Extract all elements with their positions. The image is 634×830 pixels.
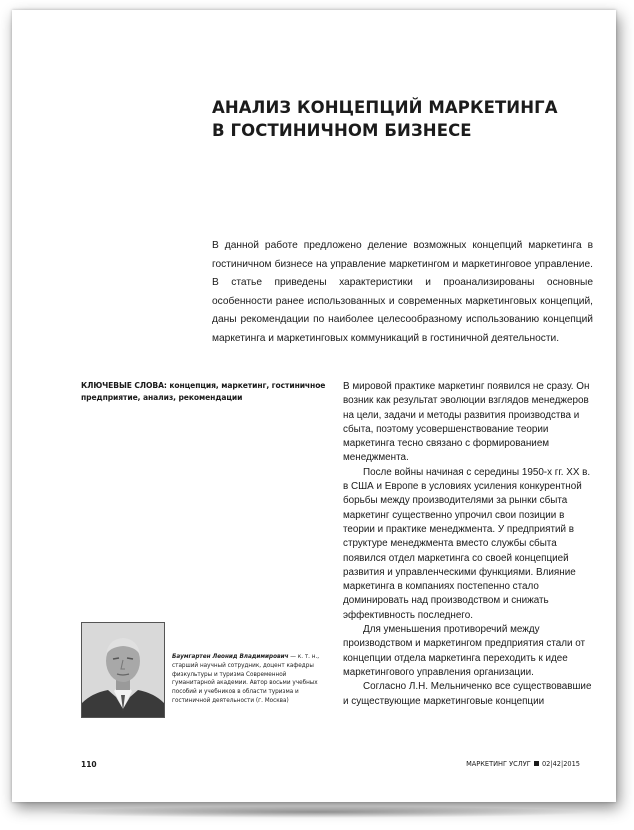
article-title (212, 96, 592, 142)
body-paragraph-1: В мировой практике маркетинг появился не сразу. Он возник как результат эволюции взглядов менеджеров на цели, задачи и методы развития производства и сбыта, поэтому усовершенствование теории маркетинга тесно связано с формированием менеджмента. (343, 381, 590, 464)
journal-page (12, 10, 616, 802)
journal-info (466, 760, 580, 768)
body-paragraph-3: Для уменьшения противоречий между производством и маркетингом предприятия стали от концепции отдела маркетинга переходить к идее маркетингового управления организации. (343, 624, 586, 678)
keywords-label: КЛЮЧЕВЫЕ СЛОВА: (81, 381, 167, 390)
author-photo (81, 622, 165, 718)
keywords (81, 380, 331, 404)
author-name: Баумгартен Леонид Владимирович (172, 654, 289, 660)
article-body (343, 380, 593, 709)
body-paragraph-4: Согласно Л.Н. Мельниченко все существовавшие и существующие маркетинговые концепции (343, 681, 592, 707)
page-number: 110 (81, 760, 97, 769)
author-description: — к. т. н., старший научный сотрудник, доцент кафедры физкультуры и туризма Современной гуманитарной академии. Автор восьми учебных пособий и учебников в области туризма и гостиничной деятельности (г. Москва) (172, 654, 320, 704)
journal-issue: 02|42|2015 (541, 760, 580, 768)
keywords-text: концепция, маркетинг, гостиничное предприятие, анализ, рекомендации (81, 381, 326, 402)
title-line-2: В ГОСТИНИЧНОМ БИЗНЕСЕ (212, 121, 472, 140)
square-separator-icon (534, 761, 539, 766)
article-abstract: В данной работе предложено деление возможных концепций маркетинга в гостиничном бизнесе на управление маркетингом и маркетинговое управление. В статье приведены характеристики и проанализированы основные особенности ранее использованных и современных маркетинговых концепций, даны рекомендации по наиболее целесообразному использованию концепций маркетинга и маркетинговых коммуникаций в гостиничной деятельности. (212, 240, 593, 344)
page-shadow (40, 806, 594, 818)
journal-name: МАРКЕТИНГ УСЛУГ (466, 760, 531, 768)
title-line-1: АНАЛИЗ КОНЦЕПЦИЙ МАРКЕТИНГА (212, 98, 558, 117)
body-paragraph-2: После войны начиная с середины 1950-х гг. XX в. в США и Европе в условиях усиления конкурентной борьбы между производителями за рынки сбыта маркетинг существенно упрочил свои позиции в теории и практике менеджмента. У предприятий в структуре менеджмента вместо службы сбыта появился отдел маркетинга со своей концепцией развития и управленческими функциями. Влияние маркетинга в компаниях постепенно стало доминировать над производством и снижать эффективность последнего. (343, 466, 591, 621)
author-bio (172, 653, 330, 706)
